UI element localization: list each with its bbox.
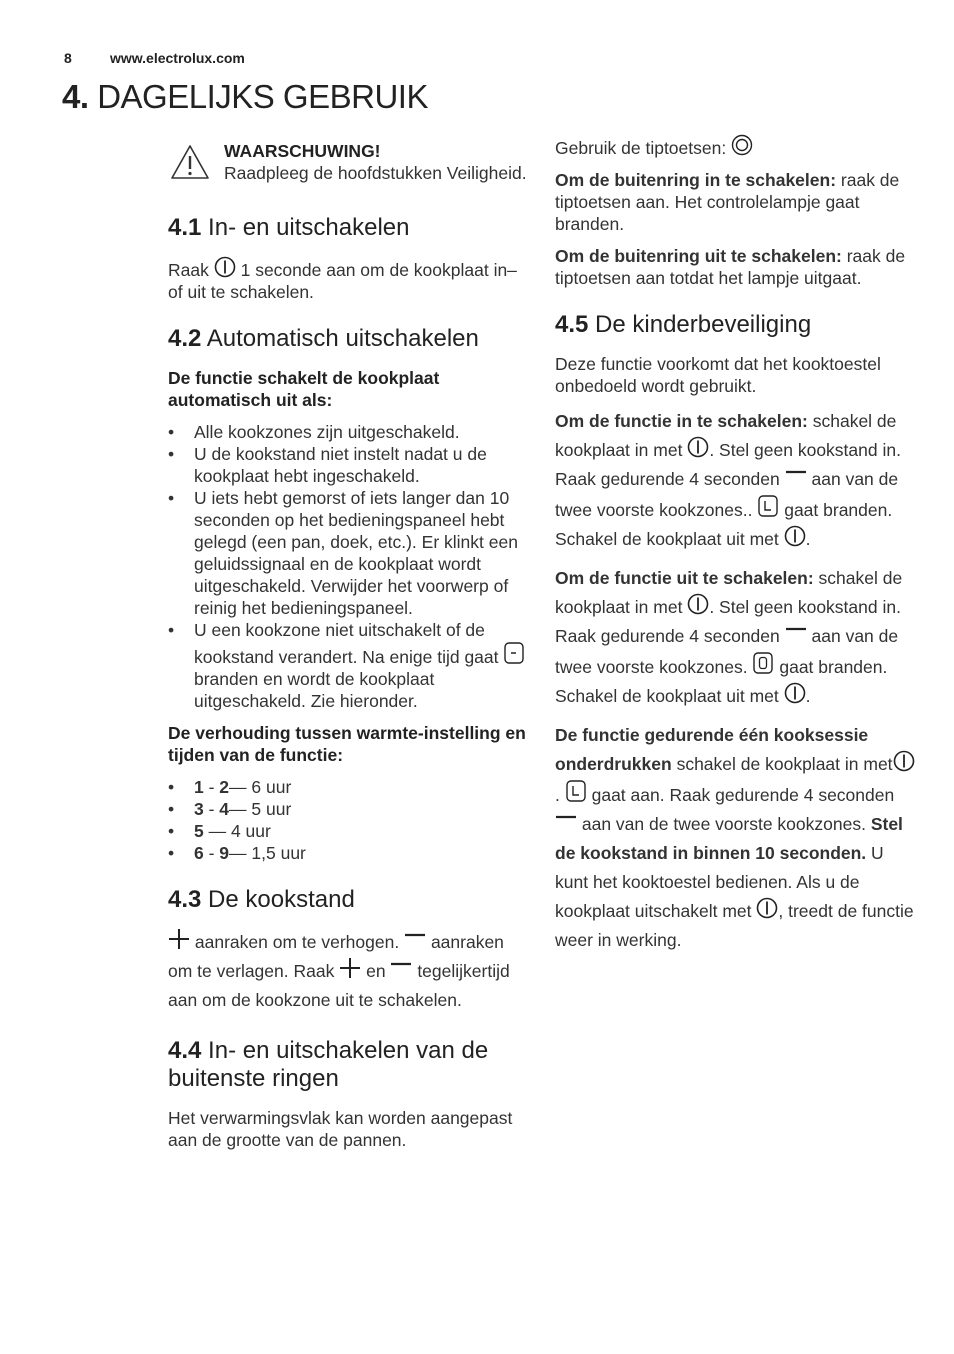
text: Om de functie uit te schakelen: — [555, 568, 814, 588]
section-number: 4.2 — [168, 325, 202, 352]
minus-icon — [390, 957, 412, 979]
power-icon — [893, 750, 915, 772]
text: aan van de twee voorste kookzones.. — [555, 469, 899, 520]
text: aan van de twee voorste kookzones. — [581, 814, 866, 834]
list-item: • 3 - 4— 5 uur — [168, 798, 528, 820]
chapter-title-text: DAGELIJKS GEBRUIK — [97, 78, 428, 115]
section-4-5 — [555, 311, 917, 955]
list-item: • U iets hebt gemorst of iets langer dan 10 seconden op het bedieningspaneel hebt gelegd (een pan, doek, etc.). Er klinkt een geluidssignaal en de kookplaat wordt uitgeschakeld. Verwijder het voorwerp of reinig het bedieningspaneel. — [168, 487, 528, 619]
power-icon — [687, 436, 709, 458]
paragraph — [555, 169, 917, 235]
paragraph: Om de functie in te schakelen: schakel de kookplaat in met . Stel geen kookstand in. Raak gedurende 4 seconden aan van de twee voorste kookzones.. gaat branden. Schakel de kookplaat uit met . — [555, 411, 901, 549]
text: — 4 uur — [203, 821, 271, 841]
section-4-2 — [168, 325, 528, 864]
outer-ring-icon — [731, 134, 753, 156]
power-icon — [784, 525, 806, 547]
text: U kunt het kooktoestel bedienen. Als u de kookplaat uitschakelt met — [555, 843, 884, 921]
text: gaat branden. Schakel de kookplaat uit met — [555, 500, 893, 549]
left-column — [168, 140, 528, 1173]
text: , treedt de functie weer in werking. — [555, 901, 914, 950]
section-heading — [168, 214, 528, 242]
level: 6 — [194, 843, 204, 863]
text: — 5 uur — [229, 799, 292, 819]
text: schakel de kookplaat in met — [676, 754, 893, 774]
power-icon — [214, 256, 236, 278]
plus-icon — [339, 957, 361, 979]
website-url: www.electrolux.com — [110, 50, 245, 66]
paragraph: Om de functie uit te schakelen: schakel de kookplaat in met . Stel geen kookstand in. Raak gedurende 4 seconden aan van de twee voorste kookzones. gaat branden. Schakel de kookplaat uit met . — [555, 568, 903, 706]
paragraph — [555, 134, 917, 159]
section-number: 4.3 — [168, 886, 202, 913]
text: schakel de kookplaat in met — [555, 411, 897, 460]
text: — 6 uur — [229, 777, 292, 797]
paragraph: Het verwarmingsvlak kan worden aangepast aan de grootte van de pannen. — [168, 1108, 513, 1150]
power-icon — [756, 897, 778, 919]
text: schakel de kookplaat in met — [555, 568, 903, 617]
level: 2 — [219, 777, 230, 797]
section-heading — [168, 1037, 528, 1093]
chapter-title — [62, 78, 428, 116]
text: branden en wordt de kookplaat uitgeschakeld. Zie hieronder. — [194, 669, 435, 711]
text: tegelijkertijd aan om de kookzone uit te schakelen. — [168, 961, 510, 1010]
text: en — [366, 961, 386, 981]
minus-icon — [555, 810, 577, 832]
text: aan van de twee voorste kookzones. — [555, 626, 899, 677]
section-title: Automatisch uitschakelen — [206, 325, 479, 352]
text: . Stel geen kookstand in. Raak gedurende 4 seconden — [555, 597, 901, 646]
minus-icon — [404, 928, 426, 950]
text: — 1,5 uur — [229, 843, 306, 863]
section-title: De kookstand — [208, 886, 355, 913]
page-number: 8 — [64, 50, 72, 66]
list-item: • 1 - 2— 6 uur — [168, 776, 528, 798]
text: 1 seconde aan om de kookplaat in– of uit te schakelen. — [168, 260, 517, 302]
section-4-3 — [168, 886, 528, 1015]
text: Raak — [168, 260, 209, 280]
text: Gebruik de tiptoetsen: — [555, 138, 727, 158]
text: raak de tiptoetsen aan. Het controlelampje gaat branden. — [555, 170, 900, 234]
section-heading — [168, 886, 528, 914]
level: 9 — [219, 843, 230, 863]
paragraph: De verhouding tussen warmte-instelling en tijden van de functie: — [168, 723, 526, 765]
display-lock-symbol-icon — [757, 494, 779, 518]
level: 4 — [219, 799, 230, 819]
paragraph — [555, 245, 917, 289]
warning-title: WAARSCHUWING! — [224, 141, 381, 161]
section-number: 4.5 — [555, 311, 589, 338]
level: 5 — [194, 821, 204, 841]
paragraph: De functie gedurende één kooksessie onderdrukken schakel de kookplaat in met. gaat aan. Raak gedurende 4 seconden aan van de twee voorste kookzones. Stel de kookstand in binnen 10 seconden. U kunt het kooktoestel bedienen. Als u de kookplaat uitschakelt met , treedt de functie weer in werking. — [555, 725, 914, 950]
section-title: In- en uitschakelen van de buitenste ringen — [168, 1037, 489, 1092]
text: Stel de kookstand in binnen 10 seconden. — [555, 814, 903, 863]
text: gaat branden. Schakel de kookplaat uit met — [555, 657, 888, 706]
plus-icon — [168, 928, 190, 950]
list-item: • Alle kookzones zijn uitgeschakeld. — [168, 421, 528, 443]
bullet-list — [168, 421, 528, 712]
text: Om de buitenring in te schakelen: — [555, 170, 837, 190]
paragraph: Deze functie voorkomt dat het kooktoestel onbedoeld wordt gebruikt. — [555, 354, 881, 396]
display-zero-symbol-icon — [752, 651, 774, 675]
minus-icon — [785, 465, 807, 487]
text: Om de functie in te schakelen: — [555, 411, 808, 431]
paragraph — [168, 256, 528, 303]
warning-triangle-icon — [170, 144, 210, 180]
section-number: 4.1 — [168, 214, 202, 241]
text: gaat aan. Raak gedurende 4 seconden — [591, 785, 895, 805]
list-item: • U de kookstand niet instelt nadat u de kookplaat hebt ingeschakeld. — [168, 443, 528, 487]
section-title: In- en uitschakelen — [208, 214, 410, 241]
section-heading — [168, 325, 528, 353]
display-minus-symbol-icon — [503, 641, 525, 665]
text: raak de tiptoetsen aan totdat het lampje uitgaat. — [555, 246, 906, 288]
section-heading — [555, 311, 917, 339]
text: Om de buitenring uit te schakelen: — [555, 246, 842, 266]
paragraph — [168, 928, 528, 1015]
section-4-1 — [168, 214, 528, 303]
text: aanraken om te verlagen. Raak — [168, 932, 504, 981]
paragraph: De functie schakelt de kookplaat automatisch uit als: — [168, 368, 440, 410]
level: 1 — [194, 777, 204, 797]
warning-box — [168, 140, 528, 184]
section-number: 4.4 — [168, 1037, 202, 1064]
section-4-4 — [168, 1037, 528, 1151]
page-header — [64, 50, 245, 66]
bullet-list — [168, 776, 528, 864]
list-item — [168, 820, 528, 842]
display-lock-symbol-icon — [565, 779, 587, 803]
warning-text: Raadpleeg de hoofdstukken Veiligheid. — [224, 163, 527, 183]
list-item — [168, 619, 528, 712]
power-icon — [784, 682, 806, 704]
text: U een kookzone niet uitschakelt of de kookstand verandert. Na enige tijd gaat — [194, 620, 499, 667]
section-title: De kinderbeveiliging — [595, 311, 812, 338]
power-icon — [687, 593, 709, 615]
level: 3 — [194, 799, 204, 819]
list-item: • 6 - 9— 1,5 uur — [168, 842, 528, 864]
text: aanraken om te verhogen. — [194, 932, 400, 952]
right-column — [555, 134, 917, 977]
text: De functie gedurende één kooksessie onderdrukken — [555, 725, 869, 774]
minus-icon — [785, 622, 807, 644]
text: . Stel geen kookstand in. Raak gedurende 4 seconden — [555, 440, 901, 489]
chapter-number: 4. — [62, 78, 89, 115]
